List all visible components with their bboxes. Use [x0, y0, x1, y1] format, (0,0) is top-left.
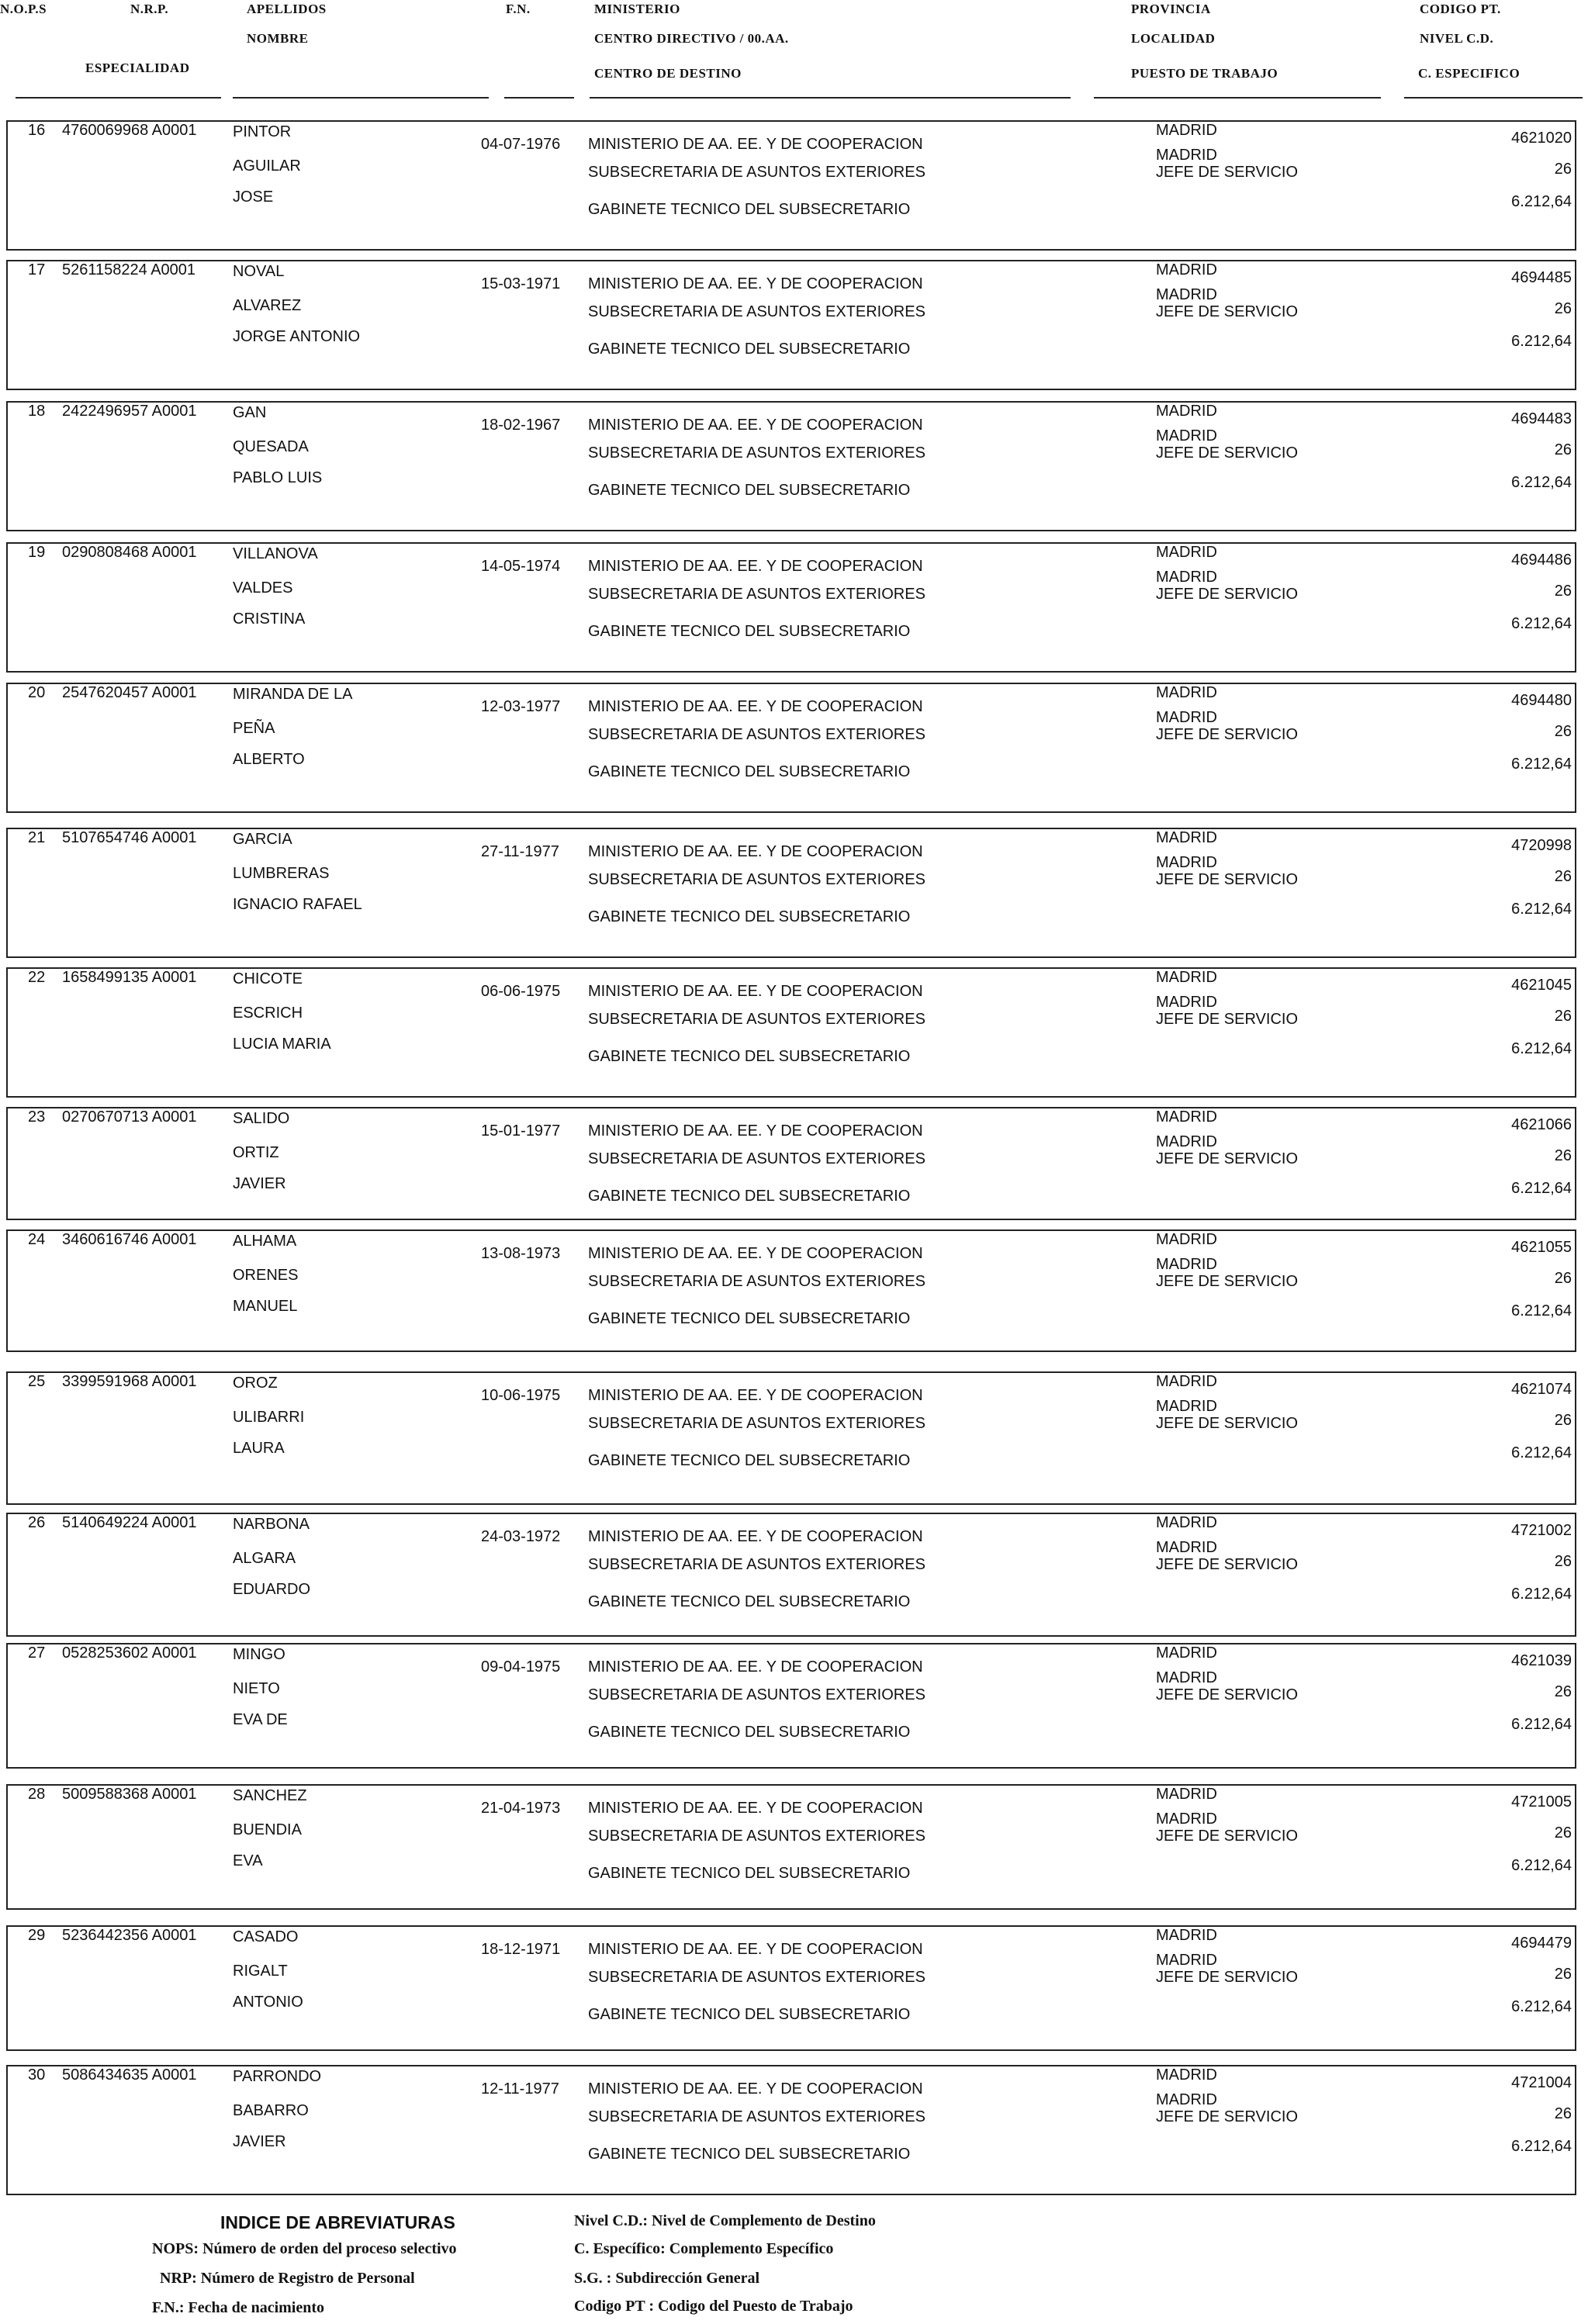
record-nrp: 2547620457 A0001: [62, 684, 197, 701]
record-localidad: MADRID: [1156, 569, 1217, 586]
record-puesto: JEFE DE SERVICIO: [1156, 726, 1299, 743]
record-centro-directivo: SUBSECRETARIA DE ASUNTOS EXTERIORES: [588, 1556, 925, 1573]
record-puesto: JEFE DE SERVICIO: [1156, 1828, 1299, 1845]
record-especifico: 6.212,64: [1511, 333, 1572, 350]
record-apellido1: GARCIA: [233, 831, 292, 848]
record-provincia: MADRID: [1156, 1927, 1217, 1944]
record-especifico: 6.212,64: [1511, 1302, 1572, 1319]
header-apellidos: APELLIDOS: [247, 2, 327, 16]
record-localidad: MADRID: [1156, 286, 1217, 303]
record-fn: 27-11-1977: [481, 843, 559, 860]
record-ministerio: MINISTERIO DE AA. EE. Y DE COOPERACION: [588, 1658, 923, 1676]
record-centro-destino: GABINETE TECNICO DEL SUBSECRETARIO: [588, 1188, 911, 1205]
header-underline: [504, 97, 574, 99]
record-especifico: 6.212,64: [1511, 193, 1572, 210]
record-localidad: MADRID: [1156, 1398, 1217, 1415]
record-codigo: 4721002: [1511, 1522, 1572, 1539]
record-puesto: JEFE DE SERVICIO: [1156, 444, 1299, 462]
record-provincia: MADRID: [1156, 544, 1217, 561]
record-localidad: MADRID: [1156, 1810, 1217, 1828]
record-centro-destino: GABINETE TECNICO DEL SUBSECRETARIO: [588, 908, 911, 925]
record-centro-directivo: SUBSECRETARIA DE ASUNTOS EXTERIORES: [588, 444, 925, 462]
record-nrp: 0290808468 A0001: [62, 544, 197, 561]
header-nivel-cd: NIVEL C.D.: [1420, 31, 1494, 46]
record-nrp: 3399591968 A0001: [62, 1373, 197, 1390]
header-provincia: PROVINCIA: [1131, 2, 1211, 16]
record-nops: 24: [28, 1231, 46, 1248]
record-nombre: JOSE: [233, 188, 274, 206]
record-nombre: ANTONIO: [233, 1994, 303, 2011]
record-nrp: 5107654746 A0001: [62, 829, 197, 846]
record-nombre: LUCIA MARIA: [233, 1036, 331, 1053]
record-provincia: MADRID: [1156, 1373, 1217, 1390]
record-fn: 15-03-1971: [481, 275, 561, 292]
record-codigo: 4720998: [1511, 837, 1572, 854]
record-especifico: 6.212,64: [1511, 1857, 1572, 1874]
header-ministerio: MINISTERIO: [594, 2, 680, 16]
record-nombre: EVA: [233, 1852, 263, 1869]
record-nivel: 26: [1554, 1270, 1572, 1287]
record-centro-destino: GABINETE TECNICO DEL SUBSECRETARIO: [588, 1452, 911, 1469]
record-fn: 04-07-1976: [481, 136, 561, 153]
record-nombre: EDUARDO: [233, 1581, 311, 1598]
record-nops: 21: [28, 829, 46, 846]
record-centro-destino: GABINETE TECNICO DEL SUBSECRETARIO: [588, 1865, 911, 1882]
record-nrp: 2422496957 A0001: [62, 403, 197, 420]
header-underline: [1404, 97, 1583, 99]
record-apellido2: NIETO: [233, 1680, 280, 1697]
header-centro-destino: CENTRO DE DESTINO: [594, 66, 742, 81]
record-codigo: 4721004: [1511, 2074, 1572, 2091]
record-nivel: 26: [1554, 1147, 1572, 1164]
record-especifico: 6.212,64: [1511, 1180, 1572, 1197]
record-nops: 27: [28, 1644, 46, 1662]
record-centro-directivo: SUBSECRETARIA DE ASUNTOS EXTERIORES: [588, 586, 925, 603]
record-ministerio: MINISTERIO DE AA. EE. Y DE COOPERACION: [588, 136, 923, 153]
record-nops: 23: [28, 1108, 46, 1126]
record-especifico: 6.212,64: [1511, 1444, 1572, 1461]
record-nops: 16: [28, 122, 46, 139]
record-apellido1: NARBONA: [233, 1516, 310, 1533]
header-fn: F.N.: [506, 2, 531, 16]
legend-item: S.G. : Subdirección General: [574, 2270, 760, 2287]
record-nombre: ALBERTO: [233, 751, 305, 768]
record-nivel: 26: [1554, 300, 1572, 317]
record-nrp: 5236442356 A0001: [62, 1927, 197, 1944]
record-centro-directivo: SUBSECRETARIA DE ASUNTOS EXTERIORES: [588, 2108, 925, 2125]
record-ministerio: MINISTERIO DE AA. EE. Y DE COOPERACION: [588, 983, 923, 1000]
record-nivel: 26: [1554, 1412, 1572, 1429]
record-puesto: JEFE DE SERVICIO: [1156, 164, 1299, 181]
record-codigo: 4621039: [1511, 1652, 1572, 1669]
record-nombre: LAURA: [233, 1440, 285, 1457]
record-nivel: 26: [1554, 441, 1572, 458]
record-apellido2: ALVAREZ: [233, 297, 302, 314]
record-centro-destino: GABINETE TECNICO DEL SUBSECRETARIO: [588, 623, 911, 640]
record-nivel: 26: [1554, 2105, 1572, 2122]
record-nivel: 26: [1554, 583, 1572, 600]
record-nops: 20: [28, 684, 46, 701]
record-nrp: 4760069968 A0001: [62, 122, 197, 139]
record-nivel: 26: [1554, 723, 1572, 740]
record-localidad: MADRID: [1156, 854, 1217, 871]
record-centro-destino: GABINETE TECNICO DEL SUBSECRETARIO: [588, 1048, 911, 1065]
record-apellido2: ORTIZ: [233, 1144, 279, 1161]
record-apellido2: ORENES: [233, 1267, 299, 1284]
record-codigo: 4621066: [1511, 1116, 1572, 1133]
record-especifico: 6.212,64: [1511, 615, 1572, 632]
record-nops: 17: [28, 261, 46, 278]
record-centro-destino: GABINETE TECNICO DEL SUBSECRETARIO: [588, 201, 911, 218]
record-nombre: JAVIER: [233, 2133, 286, 2150]
record-centro-destino: GABINETE TECNICO DEL SUBSECRETARIO: [588, 1593, 911, 1610]
legend-title: INDICE DE ABREVIATURAS: [220, 2212, 455, 2232]
record-apellido2: RIGALT: [233, 1963, 288, 1980]
header-nrp: N.R.P.: [130, 2, 169, 16]
record-localidad: MADRID: [1156, 2091, 1217, 2108]
record-nrp: 5086434635 A0001: [62, 2066, 197, 2084]
record-puesto: JEFE DE SERVICIO: [1156, 1011, 1299, 1028]
record-centro-directivo: SUBSECRETARIA DE ASUNTOS EXTERIORES: [588, 1150, 925, 1167]
record-nivel: 26: [1554, 1683, 1572, 1700]
record-provincia: MADRID: [1156, 829, 1217, 846]
record-puesto: JEFE DE SERVICIO: [1156, 1556, 1299, 1573]
record-provincia: MADRID: [1156, 2066, 1217, 2084]
record-localidad: MADRID: [1156, 994, 1217, 1011]
record-apellido1: CHICOTE: [233, 970, 303, 987]
record-codigo: 4621074: [1511, 1381, 1572, 1398]
record-fn: 18-12-1971: [481, 1941, 561, 1958]
record-apellido1: MINGO: [233, 1646, 285, 1663]
record-apellido2: ESCRICH: [233, 1005, 303, 1022]
record-puesto: JEFE DE SERVICIO: [1156, 586, 1299, 603]
record-codigo: 4621055: [1511, 1239, 1572, 1256]
record-apellido2: LUMBRERAS: [233, 865, 330, 882]
record-apellido2: BUENDIA: [233, 1821, 302, 1838]
record-centro-destino: GABINETE TECNICO DEL SUBSECRETARIO: [588, 2006, 911, 2023]
record-fn: 09-04-1975: [481, 1658, 561, 1676]
record-apellido2: AGUILAR: [233, 157, 301, 175]
record-fn: 10-06-1975: [481, 1387, 561, 1404]
record-apellido1: PARRONDO: [233, 2068, 322, 2085]
record-centro-directivo: SUBSECRETARIA DE ASUNTOS EXTERIORES: [588, 726, 925, 743]
record-nops: 18: [28, 403, 46, 420]
record-localidad: MADRID: [1156, 1539, 1217, 1556]
record-especifico: 6.212,64: [1511, 756, 1572, 773]
record-codigo: 4694485: [1511, 269, 1572, 286]
record-apellido2: VALDES: [233, 579, 293, 597]
record-especifico: 6.212,64: [1511, 901, 1572, 918]
record-nrp: 5140649224 A0001: [62, 1514, 197, 1531]
record-nivel: 26: [1554, 1966, 1572, 1983]
record-apellido1: MIRANDA DE LA: [233, 686, 353, 703]
record-nops: 29: [28, 1927, 46, 1944]
header-puesto: PUESTO DE TRABAJO: [1131, 66, 1278, 81]
record-centro-destino: GABINETE TECNICO DEL SUBSECRETARIO: [588, 2146, 911, 2163]
record-codigo: 4694479: [1511, 1935, 1572, 1952]
record-nombre: PABLO LUIS: [233, 469, 323, 486]
record-nops: 22: [28, 969, 46, 986]
record-localidad: MADRID: [1156, 1256, 1217, 1273]
record-provincia: MADRID: [1156, 403, 1217, 420]
record-provincia: MADRID: [1156, 1786, 1217, 1803]
record-localidad: MADRID: [1156, 1669, 1217, 1686]
record-ministerio: MINISTERIO DE AA. EE. Y DE COOPERACION: [588, 1941, 923, 1958]
record-nops: 25: [28, 1373, 46, 1390]
record-ministerio: MINISTERIO DE AA. EE. Y DE COOPERACION: [588, 1387, 923, 1404]
record-nrp: 5009588368 A0001: [62, 1786, 197, 1803]
record-localidad: MADRID: [1156, 709, 1217, 726]
record-centro-directivo: SUBSECRETARIA DE ASUNTOS EXTERIORES: [588, 1011, 925, 1028]
record-provincia: MADRID: [1156, 1108, 1217, 1126]
header-nombre: NOMBRE: [247, 31, 309, 46]
record-especifico: 6.212,64: [1511, 474, 1572, 491]
record-puesto: JEFE DE SERVICIO: [1156, 1686, 1299, 1703]
record-provincia: MADRID: [1156, 684, 1217, 701]
record-ministerio: MINISTERIO DE AA. EE. Y DE COOPERACION: [588, 2080, 923, 2097]
record-localidad: MADRID: [1156, 147, 1217, 164]
record-provincia: MADRID: [1156, 1514, 1217, 1531]
record-provincia: MADRID: [1156, 1231, 1217, 1248]
record-fn: 15-01-1977: [481, 1122, 561, 1140]
record-nivel: 26: [1554, 1553, 1572, 1570]
record-fn: 18-02-1967: [481, 417, 561, 434]
header-especialidad: ESPECIALIDAD: [85, 61, 190, 75]
record-especifico: 6.212,64: [1511, 1040, 1572, 1057]
record-fn: 21-04-1973: [481, 1800, 561, 1817]
record-centro-directivo: SUBSECRETARIA DE ASUNTOS EXTERIORES: [588, 871, 925, 888]
record-puesto: JEFE DE SERVICIO: [1156, 1415, 1299, 1432]
legend-item: NRP: Número de Registro de Personal: [160, 2270, 415, 2287]
record-nrp: 0528253602 A0001: [62, 1644, 197, 1662]
record-ministerio: MINISTERIO DE AA. EE. Y DE COOPERACION: [588, 417, 923, 434]
record-nops: 19: [28, 544, 46, 561]
record-centro-destino: GABINETE TECNICO DEL SUBSECRETARIO: [588, 1310, 911, 1327]
record-ministerio: MINISTERIO DE AA. EE. Y DE COOPERACION: [588, 1528, 923, 1545]
record-fn: 24-03-1972: [481, 1528, 561, 1545]
record-apellido1: GAN: [233, 404, 267, 421]
header-codigo-pt: CODIGO PT.: [1420, 2, 1501, 16]
record-centro-directivo: SUBSECRETARIA DE ASUNTOS EXTERIORES: [588, 1828, 925, 1845]
record-codigo: 4694486: [1511, 552, 1572, 569]
record-ministerio: MINISTERIO DE AA. EE. Y DE COOPERACION: [588, 1122, 923, 1140]
header-underline: [233, 97, 489, 99]
record-ministerio: MINISTERIO DE AA. EE. Y DE COOPERACION: [588, 275, 923, 292]
record-ministerio: MINISTERIO DE AA. EE. Y DE COOPERACION: [588, 1800, 923, 1817]
record-codigo: 4621020: [1511, 130, 1572, 147]
record-puesto: JEFE DE SERVICIO: [1156, 303, 1299, 320]
record-ministerio: MINISTERIO DE AA. EE. Y DE COOPERACION: [588, 558, 923, 575]
record-nombre: JAVIER: [233, 1175, 286, 1192]
record-puesto: JEFE DE SERVICIO: [1156, 871, 1299, 888]
record-codigo: 4694480: [1511, 692, 1572, 709]
record-codigo: 4621045: [1511, 977, 1572, 994]
legend-item: NOPS: Número de orden del proceso selectivo: [152, 2240, 457, 2257]
record-apellido1: SALIDO: [233, 1110, 290, 1127]
record-apellido2: QUESADA: [233, 438, 309, 455]
record-nombre: EVA DE: [233, 1711, 288, 1728]
record-fn: 14-05-1974: [481, 558, 561, 575]
record-fn: 12-03-1977: [481, 698, 561, 715]
record-centro-directivo: SUBSECRETARIA DE ASUNTOS EXTERIORES: [588, 164, 925, 181]
record-nivel: 26: [1554, 1824, 1572, 1842]
record-nrp: 5261158224 A0001: [62, 261, 196, 278]
record-centro-destino: GABINETE TECNICO DEL SUBSECRETARIO: [588, 341, 911, 358]
legend-item: C. Específico: Complemento Específico: [574, 2240, 834, 2257]
record-apellido1: ALHAMA: [233, 1233, 297, 1250]
header-localidad: LOCALIDAD: [1131, 31, 1216, 46]
legend-item: F.N.: Fecha de nacimiento: [152, 2299, 325, 2316]
record-puesto: JEFE DE SERVICIO: [1156, 1273, 1299, 1290]
record-localidad: MADRID: [1156, 1952, 1217, 1969]
record-apellido2: ULIBARRI: [233, 1409, 305, 1426]
record-fn: 06-06-1975: [481, 983, 561, 1000]
record-apellido1: VILLANOVA: [233, 545, 318, 562]
record-nrp: 0270670713 A0001: [62, 1108, 197, 1126]
record-puesto: JEFE DE SERVICIO: [1156, 1969, 1299, 1986]
record-apellido1: CASADO: [233, 1928, 299, 1945]
record-apellido1: OROZ: [233, 1375, 278, 1392]
record-apellido1: SANCHEZ: [233, 1787, 307, 1804]
record-codigo: 4694483: [1511, 410, 1572, 427]
record-nops: 26: [28, 1514, 46, 1531]
record-especifico: 6.212,64: [1511, 1586, 1572, 1603]
record-codigo: 4721005: [1511, 1793, 1572, 1810]
record-apellido1: NOVAL: [233, 263, 285, 280]
record-centro-directivo: SUBSECRETARIA DE ASUNTOS EXTERIORES: [588, 1273, 925, 1290]
header-underline: [16, 97, 221, 99]
record-apellido2: PEÑA: [233, 720, 275, 737]
record-puesto: JEFE DE SERVICIO: [1156, 1150, 1299, 1167]
record-especifico: 6.212,64: [1511, 1716, 1572, 1733]
record-apellido2: BABARRO: [233, 2102, 309, 2119]
record-especifico: 6.212,64: [1511, 1998, 1572, 2015]
record-fn: 12-11-1977: [481, 2080, 559, 2097]
legend-item: Nivel C.D.: Nivel de Complemento de Destino: [574, 2212, 876, 2229]
record-especifico: 6.212,64: [1511, 2138, 1572, 2155]
record-puesto: JEFE DE SERVICIO: [1156, 2108, 1299, 2125]
record-nops: 30: [28, 2066, 46, 2084]
record-centro-directivo: SUBSECRETARIA DE ASUNTOS EXTERIORES: [588, 1969, 925, 1986]
record-provincia: MADRID: [1156, 261, 1217, 278]
record-nombre: JORGE ANTONIO: [233, 328, 361, 345]
record-fn: 13-08-1973: [481, 1245, 561, 1262]
record-nops: 28: [28, 1786, 46, 1803]
record-provincia: MADRID: [1156, 1644, 1217, 1662]
header-underline: [1094, 97, 1381, 99]
record-centro-directivo: SUBSECRETARIA DE ASUNTOS EXTERIORES: [588, 303, 925, 320]
record-apellido1: PINTOR: [233, 123, 292, 140]
record-nombre: CRISTINA: [233, 610, 306, 628]
header-underline: [590, 97, 1071, 99]
record-centro-directivo: SUBSECRETARIA DE ASUNTOS EXTERIORES: [588, 1415, 925, 1432]
record-localidad: MADRID: [1156, 1133, 1217, 1150]
record-localidad: MADRID: [1156, 427, 1217, 444]
header-centro-directivo: CENTRO DIRECTIVO / 00.AA.: [594, 31, 789, 46]
record-centro-directivo: SUBSECRETARIA DE ASUNTOS EXTERIORES: [588, 1686, 925, 1703]
record-nivel: 26: [1554, 161, 1572, 178]
record-provincia: MADRID: [1156, 122, 1217, 139]
record-nivel: 26: [1554, 1008, 1572, 1025]
legend-item: Codigo PT : Codigo del Puesto de Trabajo: [574, 2298, 853, 2315]
record-centro-destino: GABINETE TECNICO DEL SUBSECRETARIO: [588, 1724, 911, 1741]
record-provincia: MADRID: [1156, 969, 1217, 986]
record-apellido2: ALGARA: [233, 1550, 296, 1567]
record-ministerio: MINISTERIO DE AA. EE. Y DE COOPERACION: [588, 843, 923, 860]
record-nrp: 1658499135 A0001: [62, 969, 197, 986]
record-nombre: IGNACIO RAFAEL: [233, 896, 362, 913]
record-centro-destino: GABINETE TECNICO DEL SUBSECRETARIO: [588, 763, 911, 780]
header-nops: N.O.P.S: [0, 2, 47, 16]
record-nrp: 3460616746 A0001: [62, 1231, 197, 1248]
record-ministerio: MINISTERIO DE AA. EE. Y DE COOPERACION: [588, 698, 923, 715]
header-c-especifico: C. ESPECIFICO: [1418, 66, 1521, 81]
record-ministerio: MINISTERIO DE AA. EE. Y DE COOPERACION: [588, 1245, 923, 1262]
record-nombre: MANUEL: [233, 1298, 298, 1315]
record-nivel: 26: [1554, 868, 1572, 885]
record-centro-destino: GABINETE TECNICO DEL SUBSECRETARIO: [588, 482, 911, 499]
